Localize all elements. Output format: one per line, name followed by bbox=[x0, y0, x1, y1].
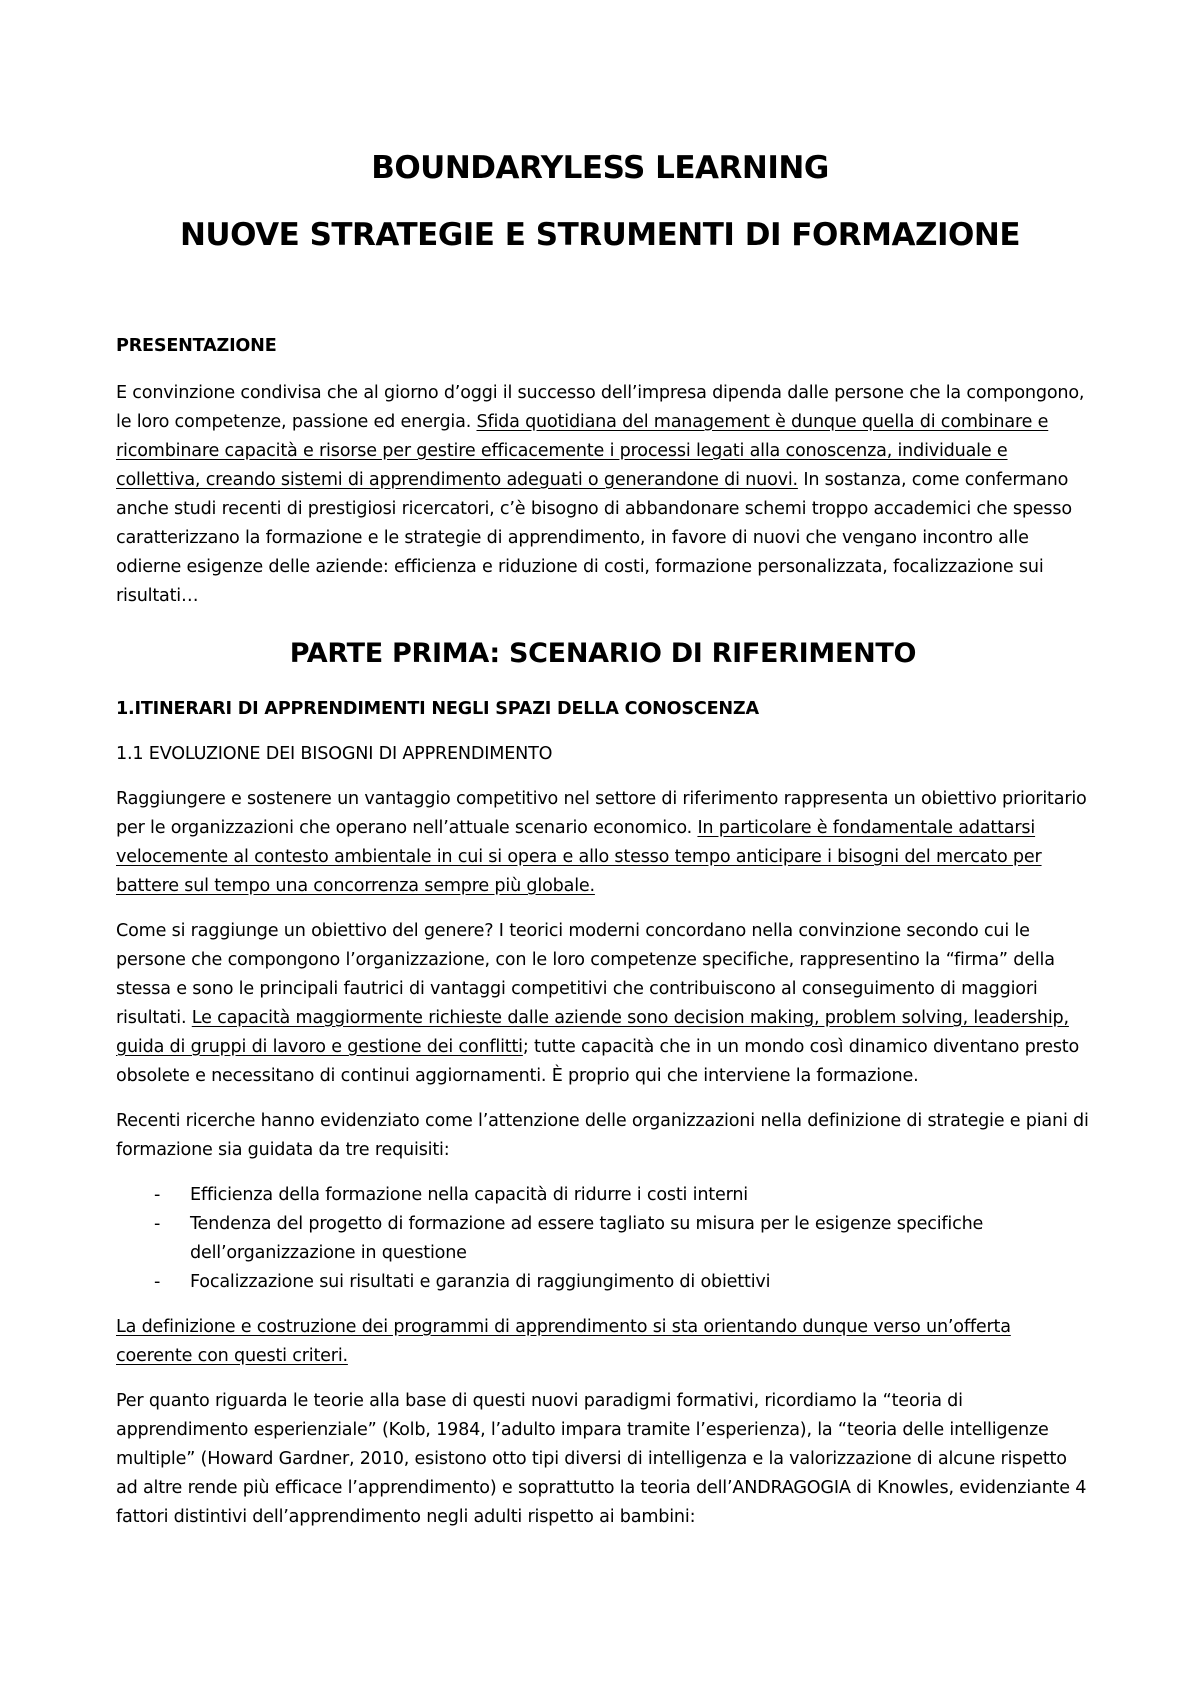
chapter-heading: 1.ITINERARI DI APPRENDIMENTI NEGLI SPAZI DELLA CONOSCENZA bbox=[116, 699, 759, 719]
presentation-heading: PRESENTAZIONE bbox=[116, 336, 277, 356]
paragraph-2-underlined: Le capacità maggiormente richieste dalle aziende sono decision making, problem solving, leadership, guida di gruppi di lavoro e gestione dei conflitti bbox=[116, 1008, 1069, 1057]
presentation-text-a: E convinzione condivisa che al giorno d’oggi il successo dell’impresa dipenda dalle persone che la compongono, le loro competenze, passione ed energia. bbox=[116, 383, 1085, 432]
list-item bbox=[116, 1181, 1090, 1210]
document-subtitle: NUOVE STRATEGIE E STRUMENTI DI FORMAZIONE bbox=[179, 217, 1020, 253]
requirements-list bbox=[116, 1181, 1090, 1297]
paragraph-1 bbox=[116, 785, 1090, 901]
dash-bullet: - bbox=[154, 1214, 161, 1234]
paragraph-2-text: Come si raggiunge un obiettivo del genere? I teorici moderni concordano nella convinzione secondo cui le persone che compongono l’organizzazione, con le loro competenze specifiche, rappresentino la “firma” della stessa e sono le principali fautrici di vantaggi competitivi che contribuiscono al conseguimento di maggiori risultati. bbox=[116, 921, 1055, 1028]
presentation-text-underlined: Sfida quotidiana del management è dunque quella di combinare e ricombinare capacità e risorse per gestire efficacemente i processi legati alla conoscenza, individuale e collettiva, creando sistemi di apprendimento adeguati o generandone di nuovi. bbox=[116, 412, 1049, 490]
list-item bbox=[116, 1210, 1090, 1268]
paragraph-1-text: Raggiungere e sostenere un vantaggio competitivo nel settore di riferimento rappresenta un obiettivo prioritario per le organizzazioni che operano nell’attuale scenario economico. bbox=[116, 789, 1087, 838]
document-body bbox=[116, 332, 1090, 1548]
list-item bbox=[116, 1268, 1090, 1297]
presentation-paragraph bbox=[116, 379, 1090, 611]
part-heading: PARTE PRIMA: SCENARIO DI RIFERIMENTO bbox=[289, 638, 917, 669]
list-item-text: Focalizzazione sui risultati e garanzia di raggiungimento di obiettivi bbox=[190, 1272, 771, 1292]
dash-bullet: - bbox=[154, 1185, 161, 1205]
section-heading: 1.1 EVOLUZIONE DEI BISOGNI DI APPRENDIMENTO bbox=[116, 744, 553, 764]
paragraph-5: Per quanto riguarda le teorie alla base di questi nuovi paradigmi formativi, ricordiamo la “teoria di apprendimento esperienziale” (Kolb, 1984, l’adulto impara tramite l’esperienza), la “teoria delle intelligenze multiple” (Howard Gardner, 2010, esistono otto tipi diversi di intelligenza e la valorizzazione di alcune rispetto ad altre rende più efficace l’apprendimento) e soprattutto la teoria dell’ANDRAGOGIA di Knowles, evidenziante 4 fattori distintivi dell’apprendimento negli adulti rispetto ai bambini: bbox=[116, 1391, 1087, 1527]
document-title: BOUNDARYLESS LEARNING bbox=[371, 150, 829, 186]
dash-bullet: - bbox=[154, 1272, 161, 1292]
paragraph-4: La definizione e costruzione dei programmi di apprendimento si sta orientando dunque verso un’offerta coerente con questi criteri. bbox=[116, 1317, 1011, 1366]
paragraph-1-underlined: In particolare è fondamentale adattarsi velocemente al contesto ambientale in cui si opera e allo stesso tempo anticipare i bisogni del mercato per battere sul tempo una concorrenza sempre più globale. bbox=[116, 818, 1042, 896]
list-item-text: Efficienza della formazione nella capacità di ridurre i costi interni bbox=[190, 1185, 748, 1205]
paragraph-3: Recenti ricerche hanno evidenziato come l’attenzione delle organizzazioni nella definizione di strategie e piani di formazione sia guidata da tre requisiti: bbox=[116, 1111, 1089, 1160]
paragraph-2-text-end: ; tutte capacità che in un mondo così dinamico diventano presto obsolete e necessitano di continui aggiornamenti. È proprio qui che interviene la formazione. bbox=[116, 1037, 1080, 1086]
list-item-text: Tendenza del progetto di formazione ad essere tagliato su misura per le esigenze specifiche dell’organizzazione in questione bbox=[190, 1214, 984, 1263]
presentation-text-c: In sostanza, come confermano anche studi recenti di prestigiosi ricercatori, c’è bisogno di abbandonare schemi troppo accademici che spesso caratterizzano la formazione e le strategie di apprendimento, in favore di nuovi che vengano incontro alle odierne esigenze delle aziende: efficienza e riduzione di costi, formazione personalizzata, focalizzazione sui risultati… bbox=[116, 470, 1072, 606]
paragraph-2 bbox=[116, 917, 1090, 1091]
